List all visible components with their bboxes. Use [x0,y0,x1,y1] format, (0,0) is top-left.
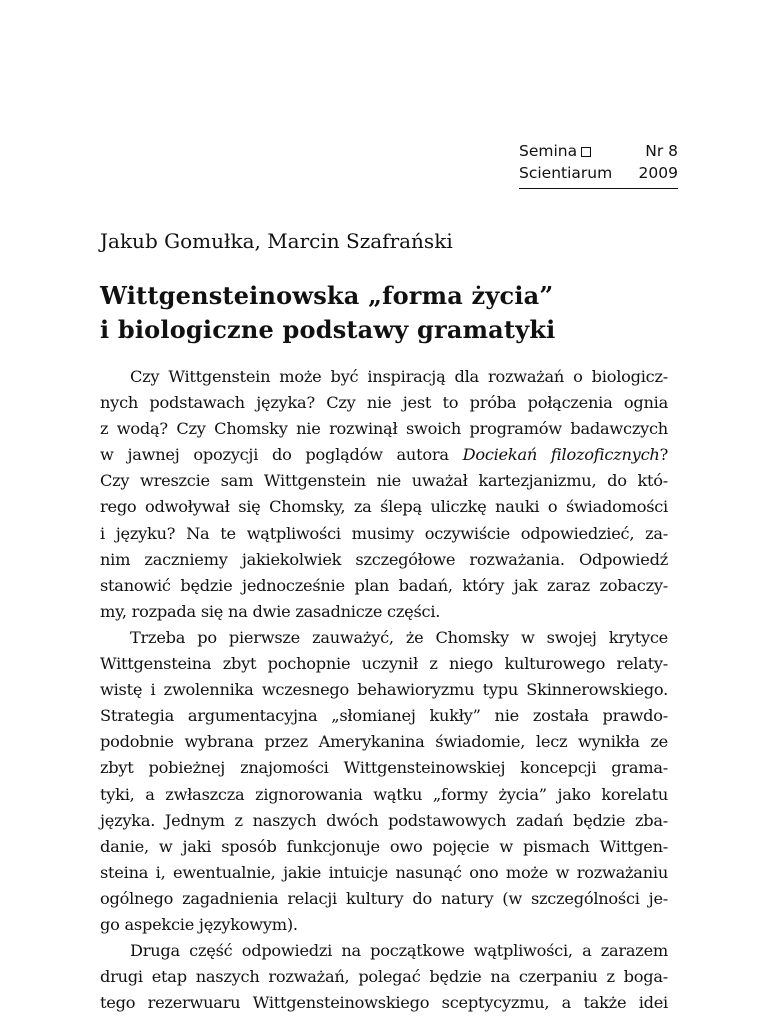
body-line-part: w jawnej opozycji do poglądów autora [100,445,463,465]
body-line: stanowić będzie jednocześnie plan badań, który jak zaraz zobaczy- [100,575,668,595]
issue-number: Nr 8 [645,142,678,160]
body-line: Strategia argumentacyjna „słomianej kukły” nie została prawdo- [100,706,668,726]
body-line: zbyt pobieżnej znajomości Wittgensteinowskiej koncepcji grama- [100,758,668,778]
body-line: Wittgensteina zbyt pochopnie uczynił z niego kulturowego relaty- [100,654,668,674]
journal-name-line1: Semina [519,140,631,162]
article-body [100,364,668,1016]
article-title-line1: Wittgensteinowska „forma życia” [100,281,554,310]
article-title [100,279,556,347]
body-line: języka. Jednym z naszych dwóch podstawowych zadań będzie zba- [100,810,668,830]
article-authors: Jakub Gomułka, Marcin Szafrański [100,229,453,253]
body-line: Czy wreszcie sam Wittgenstein nie uważał kartezjanizmu, do któ- [100,471,668,491]
body-line: danie, w jaki sposób funkcjonuje owo pojęcie w pismach Wittgen- [100,836,668,856]
body-line: z wodą? Czy Chomsky nie rozwinął swoich programów badawczych [100,419,668,439]
body-line: steina i, ewentualnie, jakie intuicje nasunąć ono może w rozważaniu [100,862,668,882]
journal-name-line2: Scientiarum [519,164,613,182]
body-line-part: ? [659,445,668,465]
body-line: drugi etap naszych rozważań, polegać będzie na czerpaniu z boga- [100,967,668,987]
body-line: i języku? Na te wątpliwości musimy oczywiście odpowiedzieć, za- [100,523,668,543]
body-line: wistę i zwolennika wczesnego behawioryzmu typu Skinnerowskiego. [100,680,668,700]
body-line: nych podstawach języka? Czy nie jest to próba połączenia ognia [100,393,668,413]
body-line: tyki, a zwłaszcza zignorowania wątku „formy życia” jako korelatu [100,784,668,804]
body-line: my, rozpada się na dwie zasadnicze części. [100,601,441,621]
body-line: Czy Wittgenstein może być inspiracją dla rozważań o biologicz- [130,367,668,386]
body-line: nim zaczniemy jakiekolwiek szczegółowe rozważania. Odpowiedź [100,549,668,569]
body-line: go aspekcie językowym). [100,914,298,934]
body-line: rego odwoływał się Chomsky, za ślepą uliczkę nauki o świadomości [100,497,668,517]
body-line [100,442,668,468]
cited-work-title: Dociekań filozoficznych [462,445,660,465]
box-glyph-icon [581,147,591,157]
header-divider [519,188,678,189]
body-line: tego rezerwuaru Wittgensteinowskiego sceptycyzmu, a także idei [100,993,668,1013]
body-line: Druga część odpowiedzi na początkowe wątpliwości, a zarazem [130,941,668,961]
body-line: Trzeba po pierwsze zauważyć, że Chomsky w swojej krytyce [130,627,668,647]
journal-info-table [519,140,678,184]
journal-header [519,140,678,189]
body-line: ogólnego zagadnienia relacji kultury do natury (w szczególności je- [100,888,668,908]
body-line: podobnie wybrana przez Amerykanina świadomie, lecz wynikła ze [100,732,668,752]
article-title-line2: i biologiczne podstawy gramatyki [100,315,556,344]
issue-year: 2009 [638,164,678,182]
